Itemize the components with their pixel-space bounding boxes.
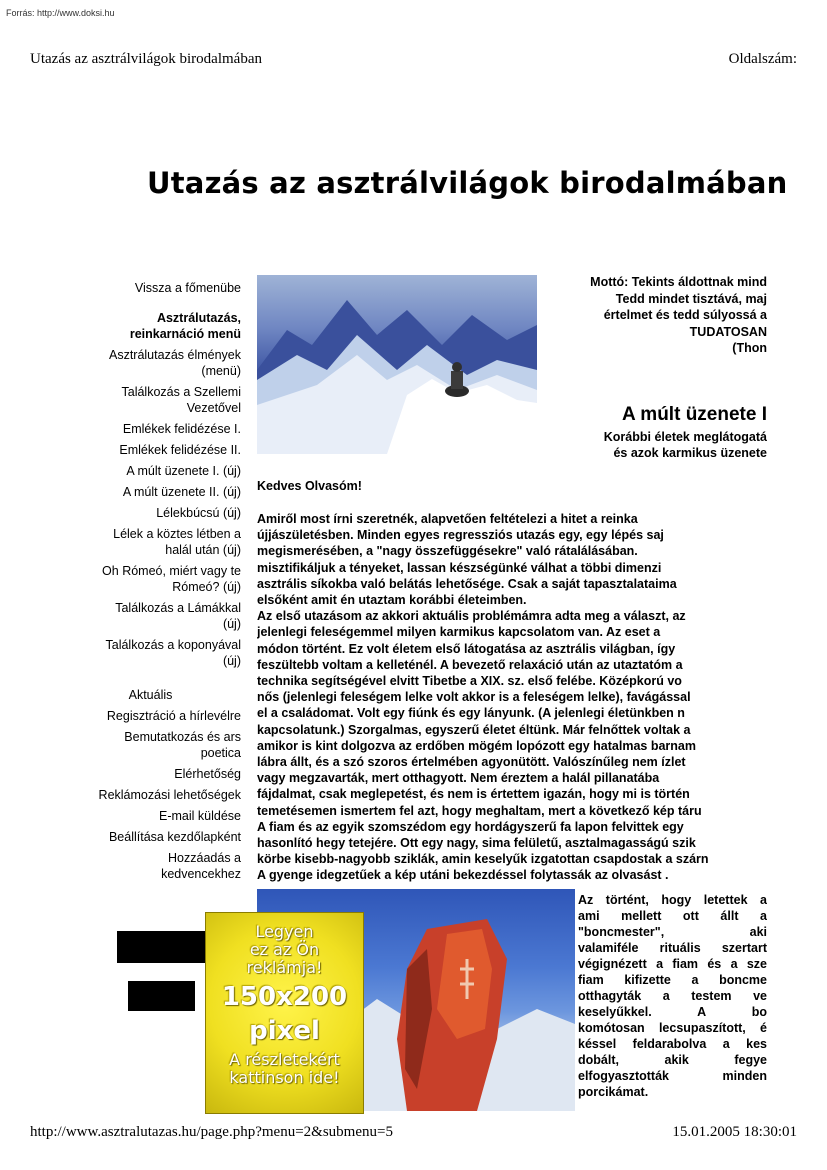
mountain-meditation-image [257, 275, 537, 454]
sidebar-heading-line: reinkarnáció menü [129, 327, 241, 341]
sidebar-menu-item-label: Találkozás a koponyával [105, 638, 241, 652]
sidebar-menu-item-label: Lélek a köztes létben a [113, 527, 241, 541]
article-line: újjászületésben. Minden egyes regressziós utazás egy, egy lépés saj [257, 528, 664, 543]
sidebar-link[interactable] [60, 766, 241, 782]
page-title: Utazás az asztrálvilágok birodalmában [147, 166, 787, 200]
sidebar-heading [60, 310, 241, 342]
ad-cta-line: A részletekért [229, 1050, 340, 1069]
sidebar-menu-item-label: Rómeó? (új) [172, 580, 241, 594]
article-line: temetésemen ismertem fel azt, hogy meghaltam, mert a következő kép táru [257, 803, 702, 818]
source-label: Forrás: http://www.doksi.hu [6, 8, 115, 18]
sidebar [60, 280, 241, 887]
sidebar-link-label: Regisztráció a hírlevélre [106, 709, 241, 723]
side-line: "boncmester", aki [578, 925, 767, 939]
sidebar-link[interactable] [60, 808, 241, 824]
mountain-painting [257, 275, 537, 454]
sidebar-menu-item[interactable] [60, 421, 241, 437]
ad-banner[interactable] [205, 912, 364, 1114]
article-line: amikor is kint dolgozva az erdőben mögém lopózott egy hatalmas barnam [257, 738, 696, 753]
article-line: misztifikáljuk a tényeket, lassan készségünké válhat a többi dimenzi [257, 560, 662, 575]
sidebar-current-label: Aktuális [128, 688, 173, 702]
article-line: Amiről most írni szeretnék, alapvetően feltételezi a hitet a reinka [257, 512, 638, 526]
sidebar-menu-item-label: (menü) [201, 364, 241, 378]
article-line: vagy megzavarták, mert otthagyott. Nem éreztem a halál pillanatába [257, 771, 660, 786]
greeting: Kedves Olvasóm! [257, 479, 362, 493]
black-block [117, 931, 205, 963]
ad-line: Legyen [255, 922, 314, 941]
footer-datetime: 15.01.2005 18:30:01 [672, 1124, 797, 1140]
article-line: technika segítségével elvitt Tibetbe a XIX. sz. első felébe. Középkorú vo [257, 674, 682, 689]
sidebar-menu-item-label: (új) [222, 654, 241, 668]
article-line: el a családomat. Volt egy fiúnk és egy lányunk. (A jelenlegi életünkben n [257, 706, 685, 721]
side-line: porcikámat. [578, 1085, 649, 1099]
side-line: ami mellett ott állt a [578, 909, 767, 923]
sidebar-menu-item[interactable] [60, 526, 241, 558]
sidebar-link-label: E-mail küldése [159, 809, 241, 823]
side-line: végignézett a fiam és a sze [578, 957, 767, 971]
ad-size: 150x200 [221, 982, 348, 1012]
article-line: A gyenge idegzetűek a kép utáni bekezdéssel folytassák az olvasást . [257, 868, 669, 883]
sidebar-link[interactable] [60, 829, 241, 845]
article-line: elsőként amit én utaztam korábbi életeimben. [257, 593, 527, 608]
article-line: feszültebb voltam a kelleténél. A bevezető relaxáció után az utaztatóm a [257, 657, 683, 672]
sidebar-menu-item-label: Találkozás a Szellemi [121, 385, 241, 399]
motto-line: TUDATOSAN [689, 324, 767, 339]
sidebar-link-label: kedvencekhez [161, 867, 241, 881]
article-body [257, 511, 767, 884]
print-header-title: Utazás az asztrálvilágok birodalmában [30, 51, 262, 67]
sidebar-menu-item-label: Emlékek felidézése II. [119, 443, 241, 457]
sidebar-menu-item[interactable] [60, 637, 241, 669]
side-line: keselyűkkel. A bo [578, 1005, 767, 1019]
article-line: kapcsolatunk.) Szorgalmas, egyszerű életet éltünk. Már felnőttek voltak a [257, 722, 691, 737]
sidebar-link-label: Beállítása kezdőlapként [108, 830, 241, 844]
sidebar-menu-item-label: Asztrálutazás élmények [108, 348, 241, 362]
sidebar-menu-item[interactable] [60, 563, 241, 595]
sidebar-menu-item-label: Lélekbúcsú (új) [156, 506, 241, 520]
article-line: módon történt. Ez volt életem első látogatása az asztrális világban, így [257, 641, 676, 656]
sidebar-menu-item-label: Oh Rómeó, miért vagy te [102, 564, 241, 578]
back-to-main-menu-link[interactable]: Vissza a főmenübe [134, 281, 241, 295]
side-line: komótosan lecsupaszított, é [578, 1021, 767, 1035]
side-line: Az történt, hogy letettek a [578, 893, 767, 907]
side-line: dobált, akik fegye [578, 1053, 767, 1067]
sidebar-link-label: Reklámozási lehetőségek [98, 788, 241, 802]
article-line: körbe kisebb-nagyobb sziklák, amin keselyűk izgatottan csapdostak a szárn [257, 852, 709, 867]
side-line: elfogyasztották minden [578, 1069, 767, 1083]
section-subtitle [560, 429, 767, 461]
sidebar-heading-line: Asztrálutazás, [156, 311, 241, 325]
sidebar-menu-item[interactable] [60, 384, 241, 416]
footer-url: http://www.asztralutazas.hu/page.php?menu=2&submenu=5 [30, 1124, 393, 1140]
article-line: jelenlegi feleségemmel milyen karmikus kapcsolatom van. Az eset a [257, 625, 661, 640]
motto-line: Mottó: Tekints áldottnak mind [590, 275, 767, 289]
section-subtitle-line: és azok karmikus üzenete [613, 446, 767, 460]
article-line: lábra állt, és a szó szoros értelmében agyonütött. Valószínűleg nem ízlet [257, 755, 686, 770]
ad-line: ez az Ön [249, 940, 320, 959]
side-line: otthagyták a testem ve [578, 989, 767, 1003]
side-line: valamiféle rituális szertart [578, 941, 767, 955]
ad-cta-line: kattinson ide! [229, 1068, 340, 1087]
article-line: hasonlító hegy tetejére. Ott egy nagy, sima felületű, asztalmagasságú szik [257, 836, 696, 851]
sidebar-menu-item[interactable] [60, 600, 241, 632]
section-subtitle-line: Korábbi életek meglátogatá [603, 430, 767, 444]
side-line: késsel feldarabolva a kes [578, 1037, 767, 1051]
black-block [128, 981, 195, 1011]
sidebar-menu-item-label: Emlékek felidézése I. [122, 422, 241, 436]
article-line: asztrális síkokba való belátás lehetősége. Csak a saját tapasztalataima [257, 576, 677, 591]
sidebar-menu-item-label: Találkozás a Lámákkal [115, 601, 241, 615]
motto [545, 274, 767, 357]
motto-line: értelmet és tedd súlyossá a [603, 308, 767, 322]
sidebar-menu [60, 347, 241, 669]
sidebar-menu-item[interactable] [60, 347, 241, 379]
sidebar-link-label: Hozzáadás a [168, 851, 241, 865]
print-header-page-label: Oldalszám: [728, 51, 797, 67]
side-paragraph [578, 892, 767, 1100]
section-title: A múlt üzenete I [622, 404, 767, 425]
sidebar-menu-item-label: A múlt üzenete II. (új) [122, 485, 241, 499]
sidebar-menu-item[interactable] [60, 484, 241, 500]
sidebar-menu-item[interactable] [60, 505, 241, 521]
sidebar-link[interactable] [60, 708, 241, 724]
article-line: A fiam és az egyik szomszédom egy hordágyszerű fa lapon felvittek egy [257, 819, 684, 834]
sidebar-menu-item[interactable] [60, 442, 241, 458]
side-line: fiam kifizette a boncme [578, 973, 767, 987]
sidebar-menu-item-label: Vezetővel [186, 401, 241, 415]
sidebar-link-label: Elérhetőség [174, 767, 241, 781]
sidebar-link[interactable] [60, 850, 241, 882]
article-line: Az első utazásom az akkori aktuális problémámra adta meg a választ, az [257, 609, 686, 624]
sidebar-link-label: poetica [200, 746, 241, 760]
motto-line: (Thon [732, 341, 767, 355]
sidebar-link-label: Bemutatkozás és ars [124, 730, 241, 744]
sidebar-menu-item-label: (új) [222, 617, 241, 631]
sidebar-link[interactable] [60, 787, 241, 803]
article-line: fájdalmat, csak meglepetést, és nem is értettem igazán, hogy mi is történ [257, 787, 690, 802]
ad-line: reklámja! [246, 958, 323, 977]
sidebar-menu-item-label: A múlt üzenete I. (új) [126, 464, 241, 478]
motto-line: Tedd mindet tisztává, maj [615, 291, 767, 306]
sidebar-menu-item[interactable] [60, 463, 241, 479]
sidebar-links [60, 708, 241, 882]
sidebar-menu-item-label: halál után (új) [165, 543, 241, 557]
sidebar-link[interactable] [60, 729, 241, 761]
article-line: nős (jelenlegi feleségem lelke volt akkor is a feleségem lelke), favágással [257, 690, 691, 705]
ad-unit: pixel [249, 1016, 320, 1046]
article-line: megismerésében, a "nagy összefüggésekre" való rátalálásában. [257, 544, 638, 559]
